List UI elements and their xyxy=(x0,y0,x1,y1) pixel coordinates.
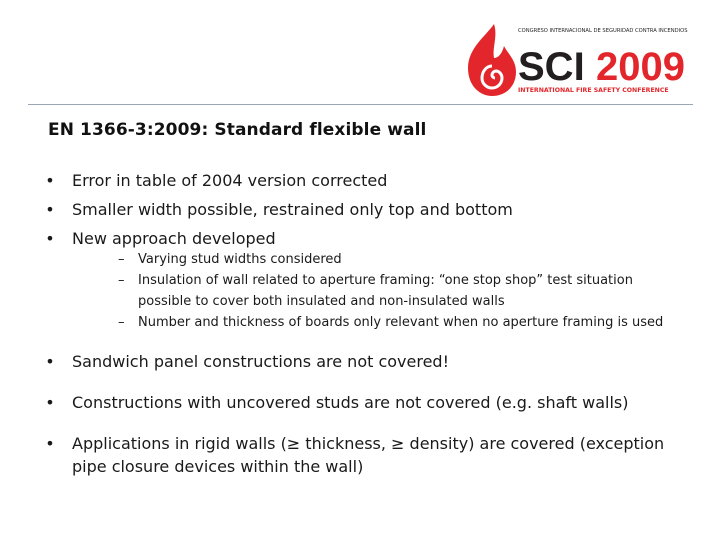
bullet-text: Smaller width possible, restrained only top and bottom xyxy=(72,200,513,219)
bullet-icon: • xyxy=(45,171,55,190)
dash-icon: – xyxy=(118,273,125,288)
svg-text:INTERNATIONAL FIRE SAFETY CONF: INTERNATIONAL FIRE SAFETY CONFERENCE xyxy=(518,87,669,94)
dash-icon: – xyxy=(118,252,125,267)
flame-logo-icon xyxy=(462,22,694,100)
sub-list-item xyxy=(110,312,698,333)
bullet-text: Constructions with uncovered studs are not covered (e.g. shaft walls) xyxy=(72,393,629,412)
bullet-icon: • xyxy=(45,229,55,248)
bullet-icon: • xyxy=(45,200,55,219)
slide-title: EN 1366-3:2009: Standard flexible wall xyxy=(48,120,427,140)
list-item xyxy=(28,429,698,478)
list-item xyxy=(28,166,698,195)
list-item xyxy=(28,195,698,224)
bullet-text: New approach developed xyxy=(72,229,276,248)
sci2009-logo xyxy=(462,22,694,100)
bullet-text: Applications in rigid walls (≥ thickness, ≥ density) are covered (exception pipe closure devices within the wall) xyxy=(72,434,665,476)
header-divider xyxy=(28,104,693,105)
bullet-icon: • xyxy=(45,352,55,371)
svg-text:CONGRESO INTERNACIONAL DE SEGU: CONGRESO INTERNACIONAL DE SEGURIDAD CONTRA INCENDIOS xyxy=(518,28,688,34)
dash-icon: – xyxy=(118,315,125,330)
sub-bullet-text: Varying stud widths considered xyxy=(138,252,342,267)
svg-text:2009: 2009 xyxy=(596,45,685,89)
sub-bullet-list xyxy=(110,249,698,333)
sub-bullet-text: Insulation of wall related to aperture framing: “one stop shop” test situation possible to cover both insulated and non-insulated walls xyxy=(138,273,633,309)
bullet-text: Sandwich panel constructions are not covered! xyxy=(72,352,449,371)
sub-bullet-text: Number and thickness of boards only relevant when no aperture framing is used xyxy=(138,315,664,330)
list-item xyxy=(28,347,698,376)
sub-list-item xyxy=(110,270,698,312)
bullet-text: Error in table of 2004 version corrected xyxy=(72,171,388,190)
bullet-icon: • xyxy=(45,393,55,412)
bullet-list xyxy=(28,166,698,478)
list-item xyxy=(28,388,698,417)
svg-text:SCI: SCI xyxy=(518,45,585,89)
bullet-icon: • xyxy=(45,434,55,453)
sub-list-item xyxy=(110,249,698,270)
